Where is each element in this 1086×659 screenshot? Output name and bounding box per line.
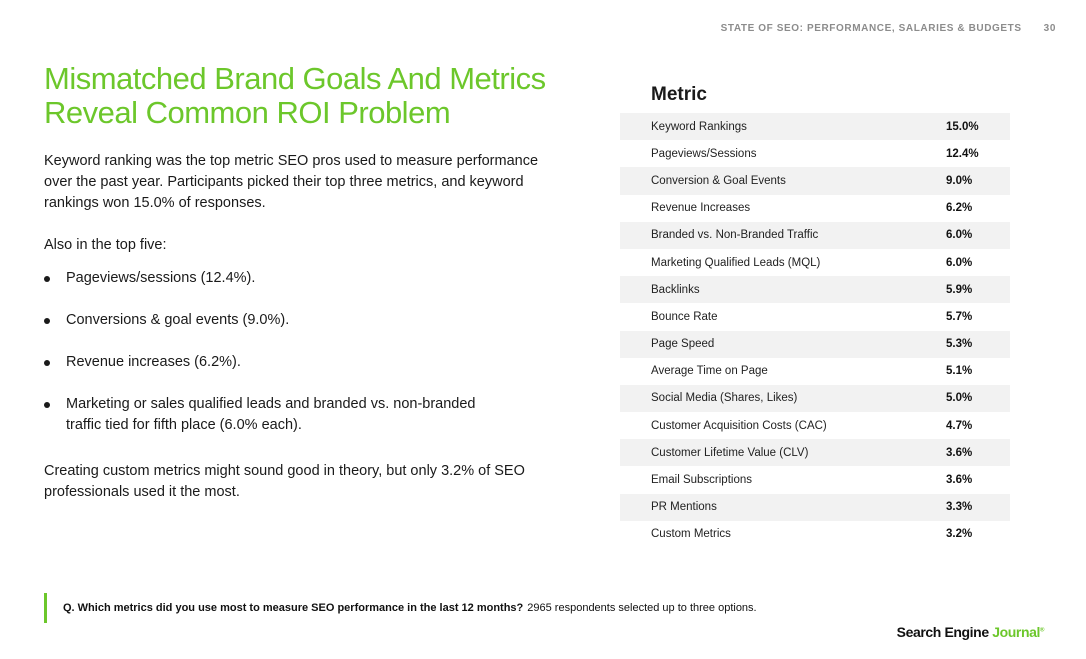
table-row bbox=[620, 412, 1010, 439]
search-engine-journal-logo bbox=[897, 624, 1044, 640]
table-row bbox=[620, 303, 1010, 330]
report-title: STATE OF SEO: PERFORMANCE, SALARIES & BUDGETS bbox=[720, 23, 1022, 34]
metric-name: Bounce Rate bbox=[651, 310, 718, 323]
metric-name: Average Time on Page bbox=[651, 365, 768, 378]
metric-name: Backlinks bbox=[651, 283, 700, 296]
metric-name: Marketing Qualified Leads (MQL) bbox=[651, 256, 821, 269]
metric-value: 6.2% bbox=[946, 202, 973, 215]
metric-name: Email Subscriptions bbox=[651, 474, 752, 487]
table-row bbox=[620, 113, 1010, 140]
table-row bbox=[620, 140, 1010, 167]
metric-value: 12.4% bbox=[946, 147, 979, 160]
list-item: Marketing or sales qualified leads and branded vs. non-branded traffic tied for fifth place (6.0% each). bbox=[44, 394, 514, 436]
metric-name: Custom Metrics bbox=[651, 528, 731, 541]
logo-accent-text: Journal bbox=[992, 624, 1040, 640]
registered-mark: ® bbox=[1039, 627, 1044, 634]
table-row bbox=[620, 494, 1010, 521]
metric-name: Conversion & Goal Events bbox=[651, 174, 786, 187]
metric-name: Page Speed bbox=[651, 338, 715, 351]
metric-value: 3.6% bbox=[946, 446, 973, 459]
metric-name: Keyword Rankings bbox=[651, 120, 747, 133]
top-five-label: Also in the top five: bbox=[44, 237, 167, 253]
survey-detail: 2965 respondents selected up to three options. bbox=[527, 602, 757, 614]
metric-name: Customer Acquisition Costs (CAC) bbox=[651, 419, 827, 432]
list-item: Conversions & goal events (9.0%). bbox=[44, 310, 514, 331]
table-row bbox=[620, 167, 1010, 194]
survey-question: Q. Which metrics did you use most to measure SEO performance in the last 12 months? bbox=[63, 602, 524, 614]
metric-name: Branded vs. Non-Branded Traffic bbox=[651, 229, 819, 242]
list-item: Revenue increases (6.2%). bbox=[44, 352, 514, 373]
metric-table bbox=[620, 113, 1010, 548]
table-row bbox=[620, 195, 1010, 222]
page-number: 30 bbox=[1043, 23, 1056, 34]
metric-value: 5.1% bbox=[946, 365, 973, 378]
metric-name: Revenue Increases bbox=[651, 202, 751, 215]
metric-value: 3.2% bbox=[946, 528, 973, 541]
table-row bbox=[620, 358, 1010, 385]
top-five-list bbox=[44, 268, 514, 436]
metric-name: Pageviews/Sessions bbox=[651, 147, 757, 160]
metric-value: 3.6% bbox=[946, 474, 973, 487]
intro-paragraph: Keyword ranking was the top metric SEO pros used to measure performance over the past year. Participants picked their top three metrics, and keyword rankings won 15.0% of responses. bbox=[44, 153, 539, 211]
metric-name: Customer Lifetime Value (CLV) bbox=[651, 446, 809, 459]
table-row bbox=[620, 249, 1010, 276]
metric-value: 5.7% bbox=[946, 310, 973, 323]
list-item: Pageviews/sessions (12.4%). bbox=[44, 268, 514, 289]
table-row bbox=[620, 276, 1010, 303]
metric-name: PR Mentions bbox=[651, 501, 717, 514]
metric-value: 5.9% bbox=[946, 283, 973, 296]
metric-name: Social Media (Shares, Likes) bbox=[651, 392, 798, 405]
metric-value: 6.0% bbox=[946, 256, 973, 269]
metric-value: 9.0% bbox=[946, 174, 973, 187]
table-heading: Metric bbox=[651, 84, 707, 105]
metric-value: 6.0% bbox=[946, 229, 973, 242]
metric-value: 5.0% bbox=[946, 392, 973, 405]
metric-value: 3.3% bbox=[946, 501, 973, 514]
metric-value: 5.3% bbox=[946, 338, 973, 351]
closing-paragraph: Creating custom metrics might sound good in theory, but only 3.2% of SEO professionals used it the most. bbox=[44, 463, 525, 500]
table-row bbox=[620, 331, 1010, 358]
metric-value: 15.0% bbox=[946, 120, 979, 133]
logo-text: Search Engine bbox=[896, 624, 993, 640]
table-row bbox=[620, 385, 1010, 412]
table-row bbox=[620, 521, 1010, 548]
survey-question-note bbox=[44, 593, 757, 623]
metric-value: 4.7% bbox=[946, 419, 973, 432]
table-row bbox=[620, 439, 1010, 466]
running-header bbox=[721, 23, 1056, 34]
page-title: Mismatched Brand Goals And Metrics Reveal Common ROI Problem bbox=[44, 61, 546, 130]
table-row bbox=[620, 222, 1010, 249]
table-row bbox=[620, 466, 1010, 493]
